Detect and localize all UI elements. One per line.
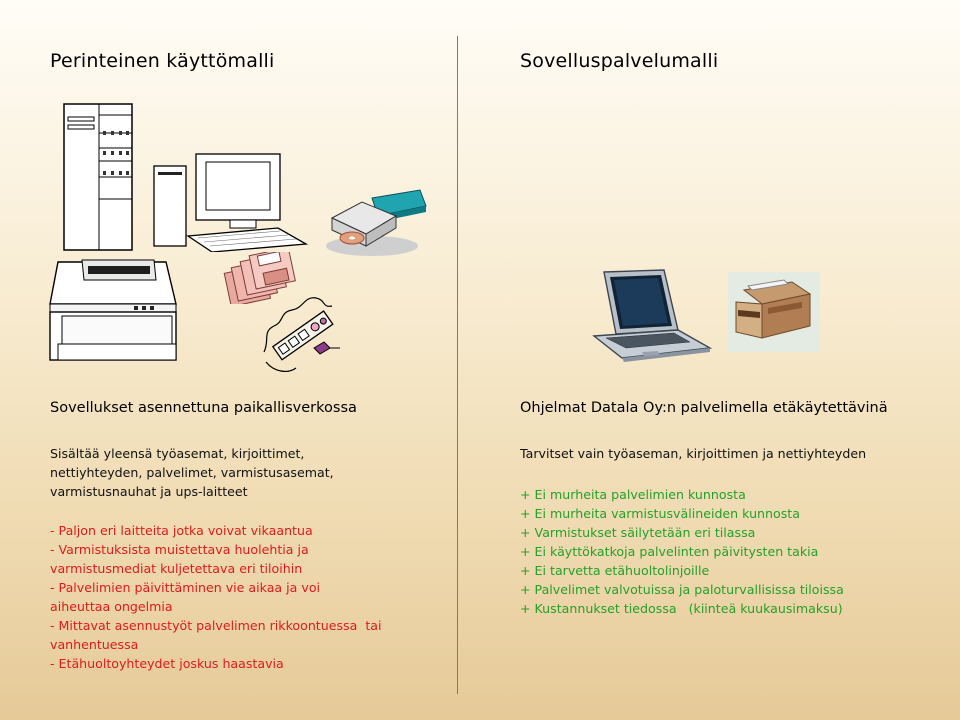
right-pro-line-5: + Ei tarvetta etähuoltolinjoille	[520, 563, 710, 578]
left-heading: Sovellukset asennettuna paikallisverkossa	[50, 400, 357, 416]
left-con-line-1: - Paljon eri laitteita jotka voivat vikaantua	[50, 523, 313, 538]
left-con-line-7: vanhentuessa	[50, 637, 139, 652]
right-heading: Ohjelmat Datala Oy:n palvelimella etäkäytettävinä	[520, 400, 888, 416]
desktop-computer-icon	[152, 152, 308, 252]
right-title: Sovelluspalvelumalli	[520, 50, 719, 72]
ups-power-strip-icon	[260, 292, 346, 378]
printer-icon	[728, 272, 820, 352]
laptop-icon	[592, 268, 712, 364]
right-pro-line-1: + Ei murheita palvelimien kunnosta	[520, 487, 746, 502]
left-con-line-8: - Etähuoltoyhteydet joskus haastavia	[50, 656, 284, 671]
left-con-line-2: - Varmistuksista muistettava huolehtia ja	[50, 542, 309, 557]
right-pro-line-3: + Varmistukset säilytetään eri tilassa	[520, 525, 756, 540]
laser-printer-icon	[48, 256, 184, 364]
right-pro-line-7: + Kustannukset tiedossa (kiinteä kuukausimaksu)	[520, 601, 843, 616]
left-title: Perinteinen käyttömalli	[50, 50, 275, 72]
right-pro-line-2: + Ei murheita varmistusvälineiden kunnosta	[520, 506, 800, 521]
left-con-line-4: - Palvelimien päivittäminen vie aikaa ja voi	[50, 580, 321, 595]
tape-backup-drive-icon	[322, 188, 428, 258]
server-tower-icon	[63, 103, 135, 253]
left-intro-line-2: nettiyhteyden, palvelimet, varmistusasemat,	[50, 465, 334, 480]
left-intro-line-3: varmistusnauhat ja ups-laitteet	[50, 484, 248, 499]
right-pro-line-6: + Palvelimet valvotuissa ja paloturvallisissa tiloissa	[520, 582, 844, 597]
left-con-line-3: varmistusmediat kuljetettava eri tiloihin	[50, 561, 303, 576]
right-intro-line-1: Tarvitset vain työaseman, kirjoittimen ja nettiyhteyden	[520, 446, 867, 461]
left-con-line-5: aiheuttaa ongelmia	[50, 599, 173, 614]
left-intro-line-1: Sisältää yleensä työasemat, kirjoittimet,	[50, 446, 305, 461]
right-pro-line-4: + Ei käyttökatkoja palvelinten päivitysten takia	[520, 544, 819, 559]
left-con-line-6: - Mittavat asennustyöt palvelimen rikkoontuessa tai	[50, 618, 382, 633]
center-divider	[457, 36, 458, 694]
